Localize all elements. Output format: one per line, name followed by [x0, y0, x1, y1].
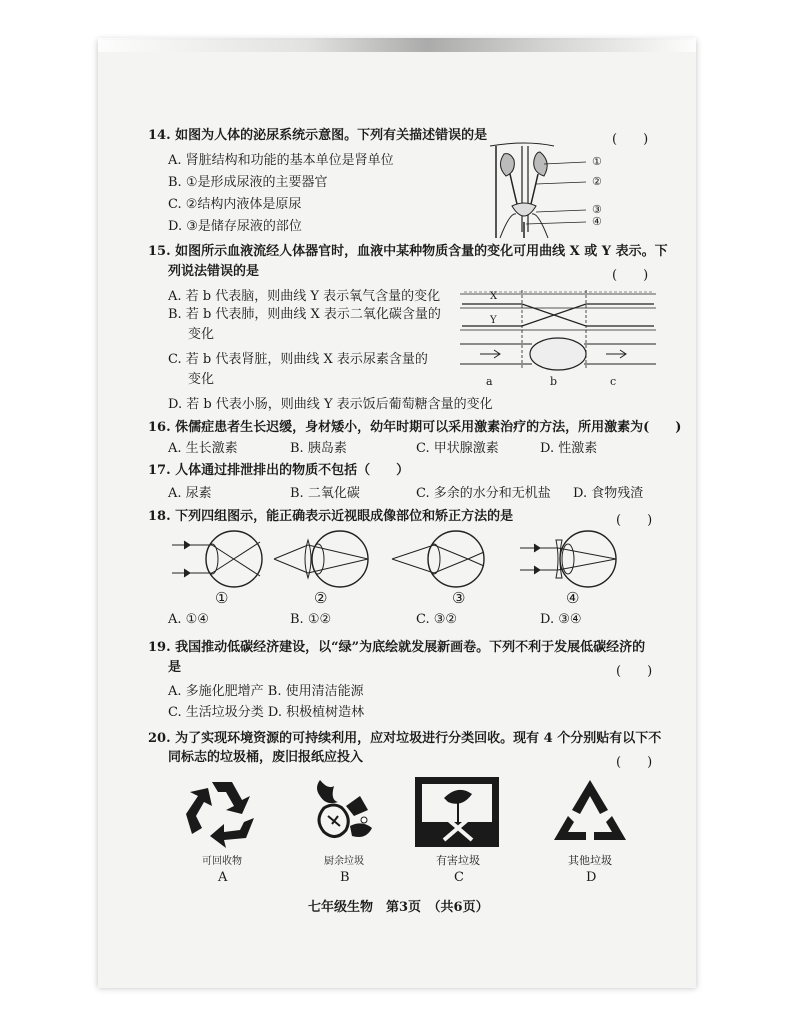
hazardous-waste-icon — [414, 776, 500, 848]
bin-c-letter[interactable]: C — [454, 870, 464, 885]
q14-option-d[interactable]: D. ③是储存尿液的部位 — [168, 219, 302, 234]
q19-answer-blank[interactable]: ( ) — [616, 664, 653, 679]
bin-a-letter[interactable]: A — [218, 870, 228, 885]
q14-marker-2: ② — [592, 175, 602, 188]
bin-a-caption: 可回收物 — [202, 856, 242, 867]
scan-shadow — [98, 38, 696, 52]
q15-option-c-cont: 变化 — [188, 372, 215, 387]
q15-option-d[interactable]: D. 若 b 代表小肠，则曲线 Y 表示饭后葡萄糖含量的变化 — [168, 397, 493, 412]
q15-option-b-cont: 变化 — [188, 327, 215, 342]
eye-label-2: ② — [314, 589, 328, 607]
q17-option-c[interactable]: C. 多余的水分和无机盐 — [416, 486, 551, 501]
q15-answer-blank[interactable]: ( ) — [612, 268, 649, 283]
eye-diagram-4 — [520, 528, 620, 590]
q19-options-ab[interactable]: A. 多施化肥增产 B. 使用清洁能源 — [168, 684, 364, 699]
q19-stem-line1: 19. 我国推动低碳经济建设，以“绿”为底绘就发展新画卷。下列不利于发展低碳经济的 — [148, 640, 646, 655]
q14-marker-3: ③ — [592, 203, 602, 216]
q18-option-c[interactable]: C. ③② — [416, 612, 458, 627]
eye-diagram-1 — [172, 528, 268, 590]
q20-stem-line2: 同标志的垃圾桶，废旧报纸应投入 — [168, 750, 364, 765]
q14-option-a[interactable]: A. 肾脏结构和功能的基本单位是肾单位 — [168, 153, 394, 168]
q16-option-c[interactable]: C. 甲状腺激素 — [416, 441, 499, 456]
q18-option-b[interactable]: B. ①② — [290, 612, 332, 627]
q16-option-b[interactable]: B. 胰岛素 — [290, 441, 347, 456]
q14-marker-1: ① — [592, 155, 602, 168]
q15-option-a[interactable]: A. 若 b 代表脑，则曲线 Y 表示氧气含量的变化 — [168, 289, 441, 304]
curve-x-label: X — [490, 291, 498, 302]
q17-option-a[interactable]: A. 尿素 — [168, 486, 212, 501]
q17-stem: 17. 人体通过排泄排出的物质不包括（ ） — [148, 463, 410, 478]
q14-marker-4: ④ — [592, 215, 602, 228]
eye-diagram-2 — [274, 528, 372, 590]
q18-option-d[interactable]: D. ③④ — [540, 612, 582, 627]
curve-y-label: Y — [490, 315, 497, 326]
bin-d-letter[interactable]: D — [586, 870, 597, 885]
q14-answer-blank[interactable]: ( ) — [612, 132, 649, 147]
other-waste-icon — [552, 776, 628, 848]
bin-b-letter[interactable]: B — [340, 870, 350, 885]
q14-option-b[interactable]: B. ①是形成尿液的主要器官 — [168, 175, 328, 190]
eye-label-4: ④ — [566, 589, 580, 607]
q15-option-c[interactable]: C. 若 b 代表肾脏，则曲线 X 表示尿素含量的 — [168, 352, 428, 367]
eye-label-1: ① — [215, 589, 229, 607]
q18-stem: 18. 下列四组图示，能正确表示近视眼成像部位和矫正方法的是 — [148, 509, 514, 524]
q14-stem: 14. 如图为人体的泌尿系统示意图。下列有关描述错误的是 — [148, 128, 488, 143]
q16-option-d[interactable]: D. 性激素 — [540, 441, 598, 456]
q15-stem-line2: 列说法错误的是 — [168, 264, 260, 279]
q19-stem-line2: 是 — [168, 660, 182, 675]
recyclable-icon — [184, 778, 260, 848]
blood-flow-curve-diagram — [460, 290, 656, 370]
q15-stem-line1: 15. 如图所示血液流经人体器官时，血液中某种物质含量的变化可用曲线 X 或 Y 表示。下 — [148, 244, 668, 259]
bin-b-caption: 厨余垃圾 — [324, 856, 364, 867]
q15-option-b[interactable]: B. 若 b 代表肺，则曲线 X 表示二氧化碳含量的 — [168, 307, 441, 322]
region-c-label: c — [610, 375, 617, 388]
q20-answer-blank[interactable]: ( ) — [616, 755, 653, 770]
kitchen-waste-icon — [306, 776, 378, 850]
q18-option-a[interactable]: A. ①④ — [168, 612, 209, 627]
eye-label-3: ③ — [452, 589, 466, 607]
bin-c-caption: 有害垃圾 — [436, 854, 480, 867]
region-a-label: a — [486, 375, 493, 388]
bin-d-caption: 其他垃圾 — [568, 854, 612, 867]
q18-answer-blank[interactable]: ( ) — [616, 513, 653, 528]
q16-stem: 16. 侏儒症患者生长迟缓，身材矮小，幼年时期可以采用激素治疗的方法，所用激素为( ) — [148, 420, 682, 435]
page-footer: 七年级生物 第3页 （共6页） — [308, 900, 489, 915]
q20-stem-line1: 20. 为了实现环境资源的可持续利用，应对垃圾进行分类回收。现有 4 个分别贴有以下不 — [148, 731, 662, 746]
q16-option-a[interactable]: A. 生长激素 — [168, 441, 238, 456]
q19-options-cd[interactable]: C. 生活垃圾分类 D. 积极植树造林 — [168, 705, 365, 720]
q17-option-b[interactable]: B. 二氧化碳 — [290, 486, 360, 501]
q14-option-c[interactable]: C. ②结构内液体是原尿 — [168, 197, 302, 212]
eye-diagram-3 — [392, 528, 488, 590]
region-b-label: b — [550, 375, 558, 388]
q17-option-d[interactable]: D. 食物残渣 — [573, 486, 644, 501]
